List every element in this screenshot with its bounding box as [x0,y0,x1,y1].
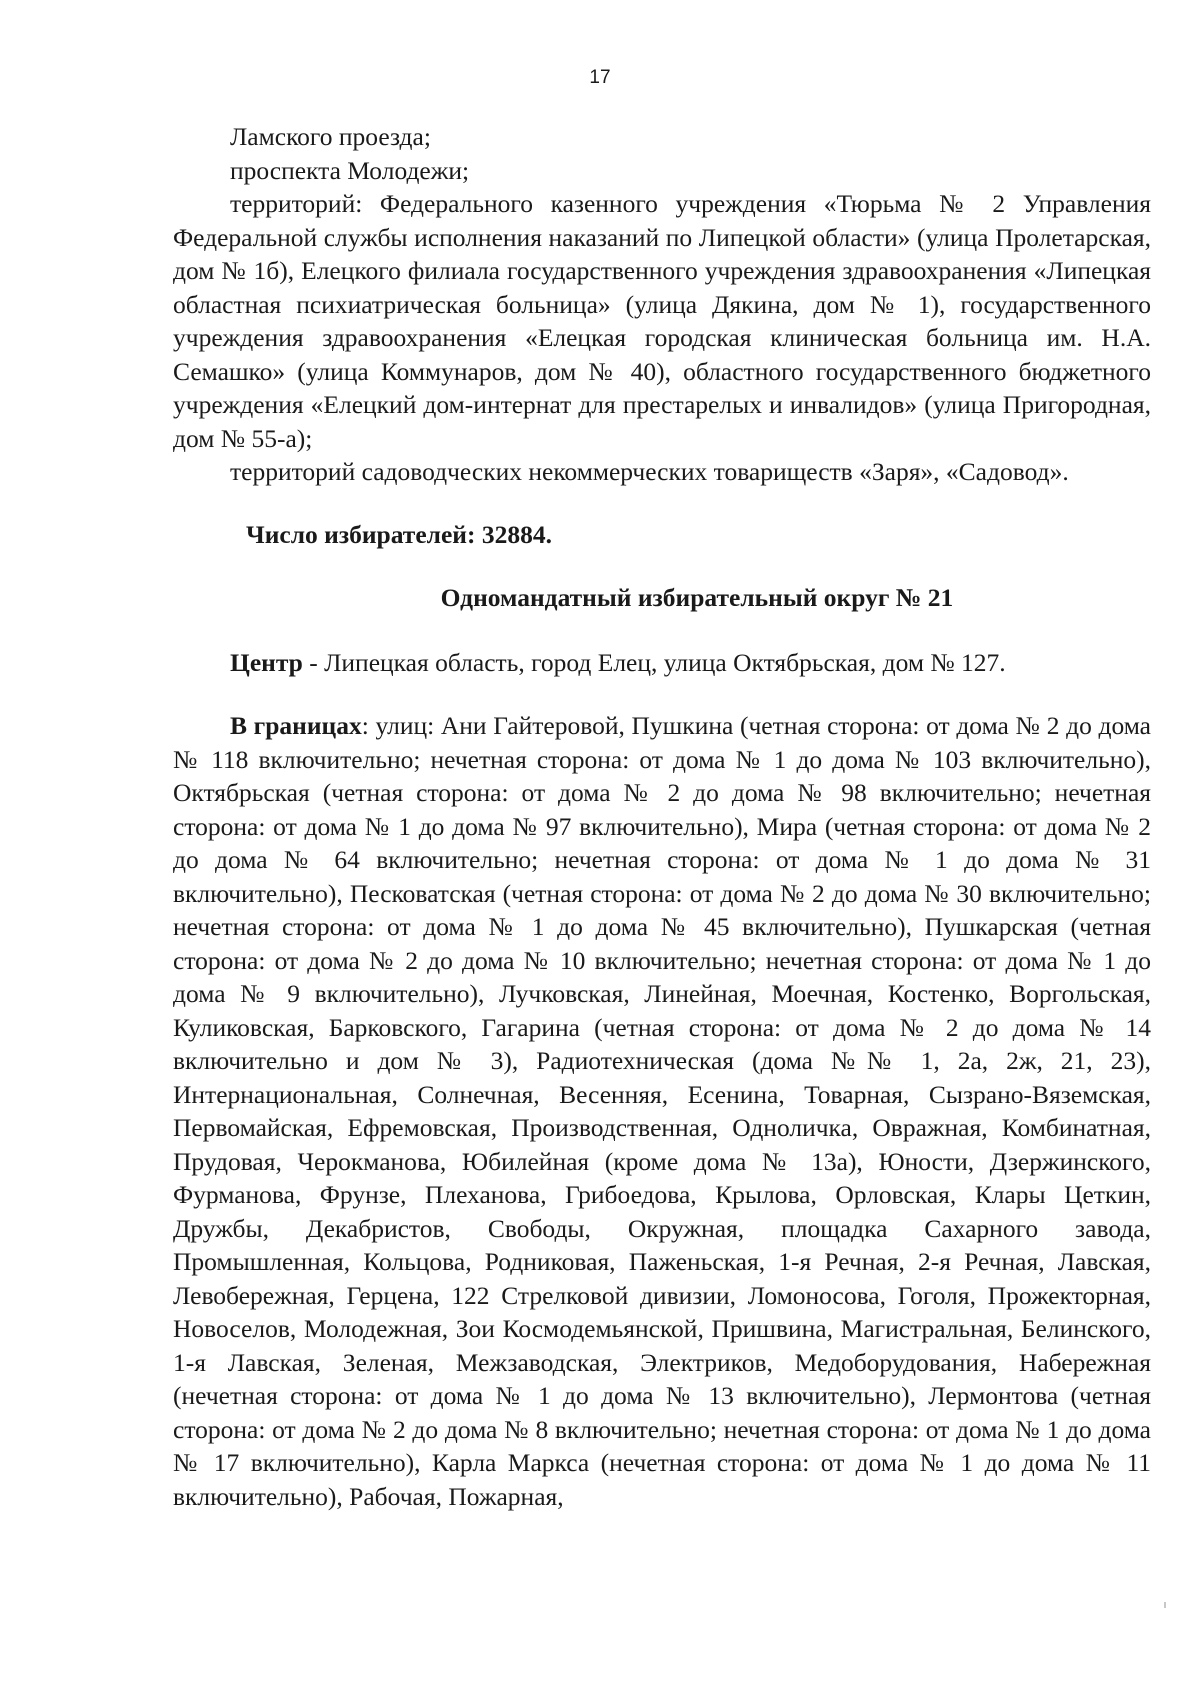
district-title: Одномандатный избирательный округ № 21 [440,583,954,612]
bounds-text: : улиц: Ани Гайтеровой, Пушкина (четная сторона: от дома № 2 до дома № 118 включительно; нечетная сторона: от дома № 1 до дома № 103 включительно), Октябрьская (четная сторона: от дома № 2 до дома № 98 включительно; нечетная сторона: от дома № 1 до дома № 97 включительно), Мира (четная сторона: от дома № 2 до дома № 64 включительно; нечетная сторона: от дома № 1 до дома № 31 включительно), Песковатская (четная сторона: от дома № 2 до дома № 30 включительно; нечетная сторона: от дома № 1 до дома № 45 включительно), Пушкарская (четная сторона: от дома № 2 до дома № 10 включительно; нечетная сторона: от дома № 1 до дома № 9 включительно), Лучковская, Линейная, Моечная, Костенко, Воргольская, Куликовская, Барковского, Гагарина (четная сторона: от дома № 2 до дома № 14 включительно и дом № 3), Радиотехническая (дома №№ 1, 2а, 2ж, 21, 23), Интернациональная, Солнечная, Весенняя, Есенина, Товарная, Сызрано-Вяземская, Первомайская, Ефремовская, Производственная, Одноличка, Овражная, Комбинатная, Прудовая, Черокманова, Юбилейная (кроме дома № 13а), Юности, Дзержинского, Фурманова, Фрунзе, Плеханова, Грибоедова, Крылова, Орловская, Клары Цеткин, Дружбы, Декабристов, Свободы, Окружная, площадка Сахарного завода, Промышленная, Кольцова, Родниковая, Паженьская, 1-я Речная, 2-я Речная, Лавская, Левобережная, Герцена, 122 Стрелковой дивизии, Ломоносова, Гоголя, Прожекторная, Новоселов, Молодежная, Зои Космодемьянской, Пришвина, Магистральная, Белинского, 1-я Лавская, Зеленая, Межзаводская, Электриков, Медоборудования, Набережная (нечетная сторона: от дома № 1 до дома № 13 включительно), Лермонтова (четная сторона: от дома № 2 до дома № 8 включительно; нечетная сторона: от дома № 1 до дома № 17 включительно), Карла Маркса (нечетная сторона: от дома № 1 до дома № 11 включительно), Рабочая, Пожарная, [173,711,1151,1511]
scan-artifact [1164,1602,1166,1608]
bounds-label: В границах [230,711,362,740]
intro-paragraph: Ламского проезда; [230,122,431,151]
center-block [173,646,1151,680]
bounds-paragraph [173,709,1151,1513]
voters-count: Число избирателей: 32884. [246,520,552,549]
page-number: 17 [589,67,611,88]
center-text: - Липецкая область, город Елец, улица Октябрьская, дом № 127. [302,648,1006,677]
intro-block [173,120,1151,489]
intro-paragraph: территорий: Федерального казенного учреждения «Тюрьма № 2 Управления Федеральной службы исполнения наказаний по Липецкой области» (улица Пролетарская, дом № 1б), Елецкого филиала государственного учреждения здравоохранения «Липецкая областная психиатрическая больница» (улица Дякина, дом № 1), государственного учреждения здравоохранения «Елецкая городская клиническая больница им. Н.А. Семашко» (улица Коммунаров, дом № 40), областного государственного бюджетного учреждения «Елецкий дом-интернат для престарелых и инвалидов» (улица Пригородная, дом № 55-а); [173,189,1151,453]
center-label: Центр [230,648,303,677]
bounds-block [173,709,1151,1513]
center-paragraph [173,646,1151,680]
intro-paragraph: территорий садоводческих некоммерческих товариществ «Заря», «Садовод». [230,457,1069,486]
voters-block [173,518,1151,552]
intro-paragraph: проспекта Молодежи; [230,155,470,185]
